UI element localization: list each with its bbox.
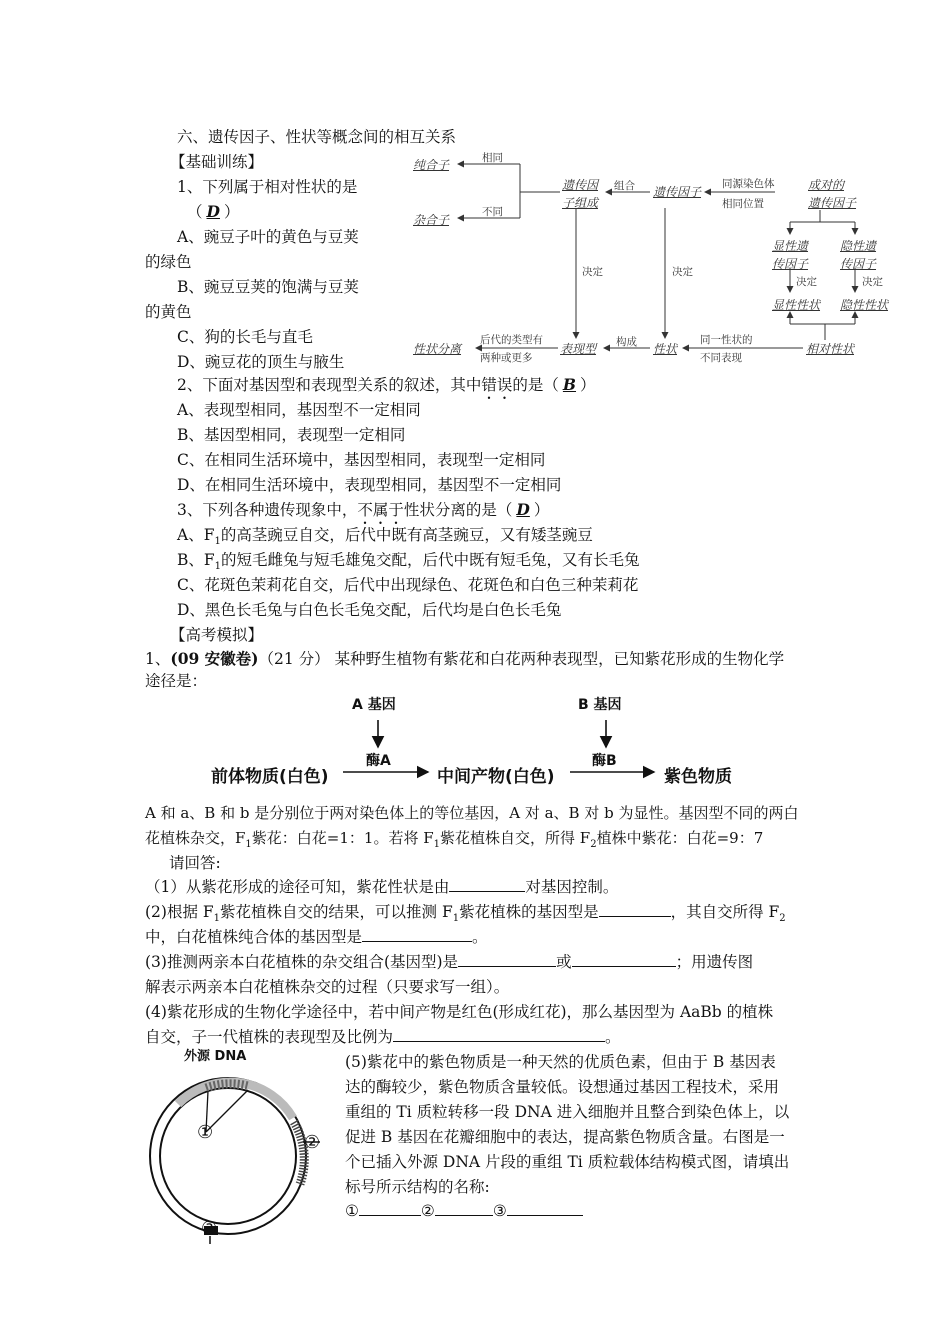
concept-label-houdai-1: 后代的类型有 [480, 334, 543, 346]
p2-sub2: 1 [433, 839, 441, 850]
sub3-b: 或 [556, 953, 572, 971]
q1-answer-line [187, 201, 239, 223]
q3-option-c: C、花斑色茉莉花自交，后代中出现绿色、花斑色和白色三种茉莉花 [177, 576, 639, 594]
concept-xiangdui-xingzhuang: 相对性状 [806, 342, 855, 356]
q2-stem-close: ） [580, 376, 596, 394]
concept-chunhezi: 纯合子 [413, 158, 450, 172]
concept-yinxing-xingzhuang: 隐性性状 [840, 298, 889, 312]
p2-l2d: 植株中紫花：白花=9：7 [596, 829, 764, 847]
concept-label-xiangtong: 相同 [482, 152, 503, 164]
concept-map-lines [400, 140, 900, 370]
q1-option-b-line1: B、豌豆豆荚的饱满与豆荚 [177, 278, 359, 296]
plasmid-label: 外源 DNA [184, 1049, 247, 1064]
pathway-enzyme-b: 酶B [592, 753, 617, 769]
p2-line1: A 和 a、B 和 b 是分别位于两对染色体上的等位基因，A 对 a、B 对 b 为显性。基因型不同的两白 [145, 804, 799, 822]
concept-biaoxianxing: 表现型 [560, 342, 597, 356]
pathway-gene-a: A 基因 [352, 697, 396, 713]
sub2-s3: 2 [779, 913, 786, 925]
concept-yichuan-zucheng-2: 子组成 [562, 196, 599, 210]
q3-option-d: D、黑色长毛兔与白色长毛兔交配，后代均是白色长毛兔 [177, 601, 562, 619]
q1-option-a-line1: A、豌豆子叶的黄色与豆荚 [177, 228, 359, 246]
q1-option-b-line2: 的黄色 [145, 303, 192, 321]
concept-label-tongyi-1: 同一性状的 [700, 334, 753, 346]
q1-stem: 1、下列属于相对性状的是 [177, 178, 358, 196]
plasmid-marker-2: ② [304, 1132, 321, 1153]
sub1-blank[interactable] [449, 877, 525, 892]
sub1-text-a: （1）从紫花形成的途径可知，紫花性状是由 [145, 878, 450, 896]
plasmid-diagram [148, 1046, 328, 1246]
pathway-intermediate: 中间产物(白色) [437, 767, 555, 787]
sub1 [145, 876, 618, 898]
sub5-circle-2: ② [420, 1202, 435, 1220]
concept-label-jueding-s2: 决定 [862, 276, 883, 288]
pathway-purple: 紫色物质 [664, 767, 732, 787]
sub2-f: 。 [472, 928, 488, 946]
gaokao-heading: 【高考模拟】 [170, 626, 264, 644]
sub4-blank[interactable] [393, 1027, 605, 1042]
q3-stem-emphasis: 不属于 [357, 501, 404, 519]
sub3-blank-2[interactable] [572, 952, 676, 967]
sub2-s2: 1 [452, 913, 460, 925]
concept-zahezi: 杂合子 [413, 213, 450, 227]
q2-option-d: D、在相同生活环境中，表现型相同，基因型不一定相同 [177, 476, 562, 494]
basic-training-heading: 【基础训练】 [170, 153, 264, 171]
q1-option-c: C、狗的长毛与直毛 [177, 328, 313, 346]
q3-option-b-sub: 1 [214, 561, 222, 573]
sub3-line2: 解表示两亲本白花植株杂交的过程（只要求写一组）。 [145, 978, 510, 996]
q3-stem-text: 3、下列各种遗传现象中， [177, 501, 358, 519]
q2-stem-text: 2、下面对基因型和表现型关系的叙述，其中 [177, 376, 482, 394]
sub5-line2: 达的酶较少，紫色物质含量较低。设想通过基因工程技术，采用 [345, 1078, 780, 1096]
q3-option-a-text: 的高茎豌豆自交，后代中既有高茎豌豆，又有矮茎豌豆 [220, 526, 593, 544]
section-title: 六、遗传因子、性状等概念间的相互关系 [177, 128, 457, 146]
q3-answer: D [516, 500, 530, 519]
q2-answer: B [562, 375, 577, 394]
p2-sub1: 1 [245, 839, 252, 850]
p2-l2c: 紫花植株自交，所得 F [440, 829, 591, 847]
p2-sub3: 2 [590, 839, 597, 850]
concept-xingzhuang-fenli: 性状分离 [413, 342, 462, 356]
sub2-blank-genotype[interactable] [599, 902, 671, 917]
sub5-circle-1: ① [345, 1202, 359, 1220]
q2-stem-emphasis: 错误 [481, 376, 513, 394]
concept-label-jueding-left: 决定 [582, 266, 603, 278]
sub5-answer-line [345, 1200, 583, 1222]
q3-stem-close: ） [533, 501, 550, 519]
concept-label-houdai-2: 两种或更多 [480, 352, 533, 364]
plasmid-marker-3: ③ [201, 1218, 218, 1239]
sub5-blank-1[interactable] [359, 1201, 421, 1216]
sub5-circle-3: ③ [492, 1202, 507, 1220]
sub3-blank-1[interactable] [458, 952, 556, 967]
sub5-blank-2[interactable] [435, 1201, 493, 1216]
sub2-e: 中，白花植株纯合体的基因型是 [145, 928, 363, 946]
concept-label-zuhe: 组合 [614, 180, 635, 192]
concept-xianxing-xingzhuang: 显性性状 [772, 298, 821, 312]
sub2-b: 紫花植株自交的结果，可以推测 F [220, 903, 453, 921]
concept-yinxing-yin-1: 隐性遗 [840, 239, 877, 253]
concept-label-jueding-s1: 决定 [796, 276, 817, 288]
concept-chengdui-1: 成对的 [808, 178, 845, 192]
p1-text: （21 分） 某种野生植物有紫花和白花两种表现型，已知紫花形成的生物化学 [258, 650, 785, 668]
q2-option-b: B、基因型相同，表现型一定相同 [177, 426, 406, 444]
q1-option-d: D、豌豆花的顶生与腋生 [177, 353, 345, 371]
sub4-c: 。 [605, 1028, 621, 1046]
q2-stem-text-b: 的是（ [512, 376, 559, 394]
pathway-gene-b: B 基因 [578, 697, 622, 713]
sub5-line3: 重组的 Ti 质粒转移一段 DNA 进入细胞并且整合到染色体上，以 [345, 1103, 790, 1121]
sub4-line1: (4)紫花形成的生物化学途径中，若中间产物是红色(形成红花)，那么基因型为 AaBb 的植株 [145, 1003, 774, 1021]
concept-xingzhuang: 性状 [653, 342, 678, 356]
sub3-c: ；用遗传图 [675, 953, 754, 971]
p2-l2b: 紫花：白花=1：1。若将 F [251, 829, 434, 847]
concept-label-tongyuan-1: 同源染色体 [722, 178, 775, 190]
concept-xianxing-yin-1: 显性遗 [772, 239, 809, 253]
p2-line2 [145, 827, 763, 856]
p1-source: (09 安徽卷) [170, 649, 259, 668]
q3-option-a-sub: 1 [214, 536, 221, 548]
concept-yichuan-zucheng-1: 遗传因 [562, 178, 599, 192]
sub4-line2 [145, 1026, 621, 1048]
q1-paren-close: ） [223, 203, 240, 221]
sub2-blank-homozygote[interactable] [362, 927, 472, 942]
p1-number: 1、 [145, 650, 171, 668]
concept-label-butong: 不同 [482, 206, 503, 218]
sub4-b: 自交，子一代植株的表现型及比例为 [145, 1028, 394, 1046]
sub5-line4: 促进 B 基因在花瓣细胞中的表达，提高紫色物质含量。右图是一 [345, 1128, 785, 1146]
q1-option-a-line2: 的绿色 [145, 253, 192, 271]
sub2-c: 紫花植株的基因型是 [459, 903, 599, 921]
sub5-line5: 个已插入外源 DNA 片段的重组 Ti 质粒载体结构模式图，请填出 [345, 1153, 790, 1171]
sub5-line1: (5)紫花中的紫色物质是一种天然的优质色素，但由于 B 基因表 [345, 1053, 776, 1071]
sub2-d: ，其自交所得 F [670, 903, 780, 921]
q2-option-c: C、在相同生活环境中，基因型相同，表现型一定相同 [177, 451, 546, 469]
sub5-line6: 标号所示结构的名称: [345, 1178, 490, 1196]
p1-line2: 途径是： [145, 672, 208, 690]
sub2-line2 [145, 926, 488, 948]
q3-stem-text-b: 性状分离的是（ [403, 501, 513, 519]
concept-label-goucheng: 构成 [616, 336, 637, 348]
sub2-a: (2)根据 F [145, 903, 214, 921]
sub2-s1: 1 [213, 913, 221, 925]
concept-yinxing-yin-2: 传因子 [840, 257, 877, 271]
concept-label-jueding-mid: 决定 [672, 266, 693, 278]
p2-line3: 请回答: [169, 854, 221, 872]
sub1-text-b: 对基因控制。 [525, 878, 619, 896]
concept-label-tongyuan-2: 相同位置 [722, 198, 764, 210]
q2-option-a: A、表现型相同，基因型不一定相同 [177, 401, 421, 419]
concept-xianxing-yin-2: 传因子 [772, 257, 809, 271]
q3-option-b-text: 的短毛雌兔与短毛雄兔交配，后代中既有短毛兔，又有长毛兔 [221, 551, 640, 569]
p2-l2a: 花植株杂交，F [145, 829, 246, 847]
q1-paren-open: （ [187, 203, 203, 221]
concept-label-tongyi-2: 不同表现 [700, 352, 742, 364]
concept-yichuan-yinzi: 遗传因子 [653, 185, 702, 199]
p1-line1 [145, 648, 784, 670]
q3-option-a-prefix: A、F [177, 526, 215, 544]
sub5-blank-3[interactable] [507, 1201, 583, 1216]
pathway-precursor: 前体物质(白色) [211, 767, 329, 787]
q1-answer: D [206, 202, 220, 221]
sub3-a: (3)推测两亲本白花植株的杂交组合(基因型)是 [145, 953, 459, 971]
plasmid-marker-1: ① [197, 1122, 214, 1143]
concept-chengdui-2: 遗传因子 [808, 196, 857, 210]
q3-option-b-prefix: B、F [177, 551, 215, 569]
pathway-enzyme-a: 酶A [366, 753, 391, 769]
sub3-line1 [145, 951, 753, 973]
